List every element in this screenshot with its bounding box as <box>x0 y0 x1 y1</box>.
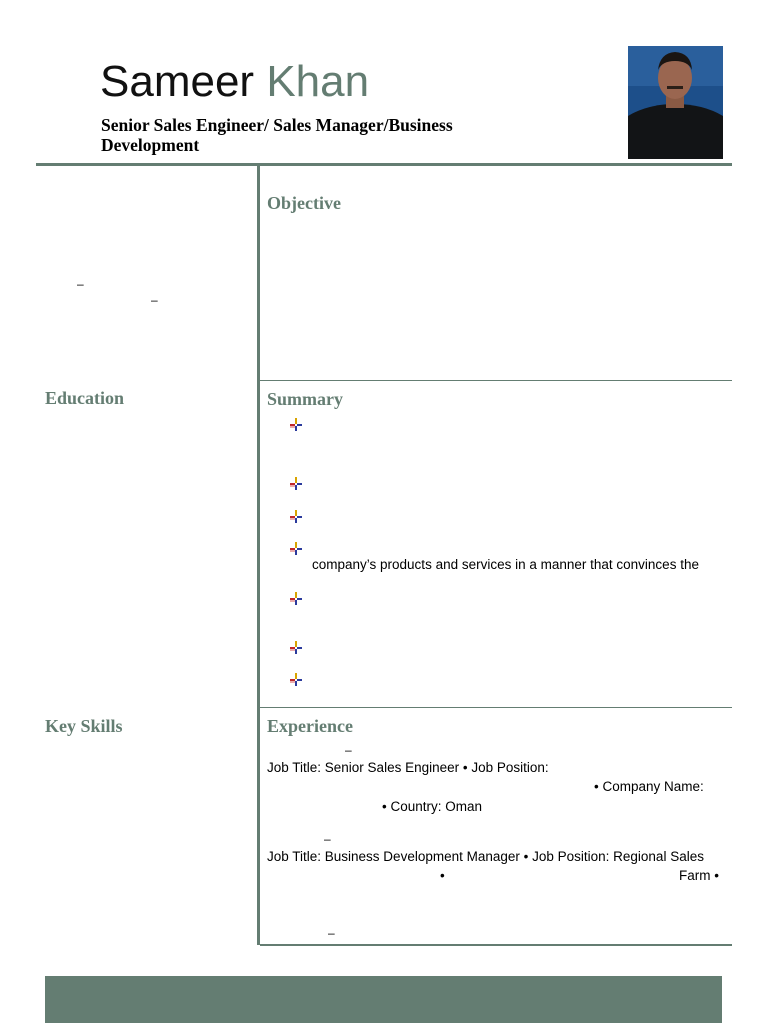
four-color-plus-bullet-icon <box>289 673 303 687</box>
summary-divider <box>260 707 732 708</box>
four-color-plus-bullet-icon <box>289 592 303 606</box>
experience-dash: – <box>324 832 331 846</box>
job-1-country: • Country: Oman <box>382 799 483 814</box>
four-color-plus-bullet-icon <box>289 510 303 524</box>
job-1-title-line: Job Title: Senior Sales Engineer • Job Position: <box>267 760 549 775</box>
job-2-bullet: • <box>440 868 445 883</box>
profile-photo <box>628 46 723 159</box>
header-divider <box>36 163 732 166</box>
last-name: Khan <box>266 57 370 106</box>
candidate-name <box>100 56 369 108</box>
experience-heading: Experience <box>267 716 353 736</box>
four-color-plus-bullet-icon <box>289 418 303 432</box>
summary-text-line: company’s products and services in a manner that convinces the <box>312 557 699 572</box>
job-1-company-label: • Company Name: <box>594 779 704 794</box>
objective-divider <box>260 380 732 381</box>
portrait-image <box>628 46 723 159</box>
education-heading: Education <box>45 388 125 408</box>
job-2-farm-text: Farm • <box>679 868 719 883</box>
summary-heading: Summary <box>267 389 343 409</box>
experience-dash: – <box>328 926 335 940</box>
experience-divider <box>260 944 732 946</box>
four-color-plus-bullet-icon <box>289 542 303 556</box>
job-2-title-line: Job Title: Business Development Manager • Job Position: Regional Sales <box>267 849 704 864</box>
headline-line-2: Development <box>101 135 200 155</box>
column-divider <box>257 166 260 945</box>
experience-dash: – <box>345 743 352 757</box>
professional-headline <box>101 115 571 155</box>
headline-line-1: Senior Sales Engineer/ Sales Manager/Business <box>101 115 453 135</box>
four-color-plus-bullet-icon <box>289 641 303 655</box>
first-name: Sameer <box>100 57 255 106</box>
four-color-plus-bullet-icon <box>289 477 303 491</box>
key-skills-heading: Key Skills <box>45 716 123 736</box>
objective-heading: Objective <box>267 193 341 213</box>
sidebar-dash: – <box>77 277 84 291</box>
sidebar-dash: – <box>151 293 158 307</box>
footer-bar <box>45 976 722 1023</box>
